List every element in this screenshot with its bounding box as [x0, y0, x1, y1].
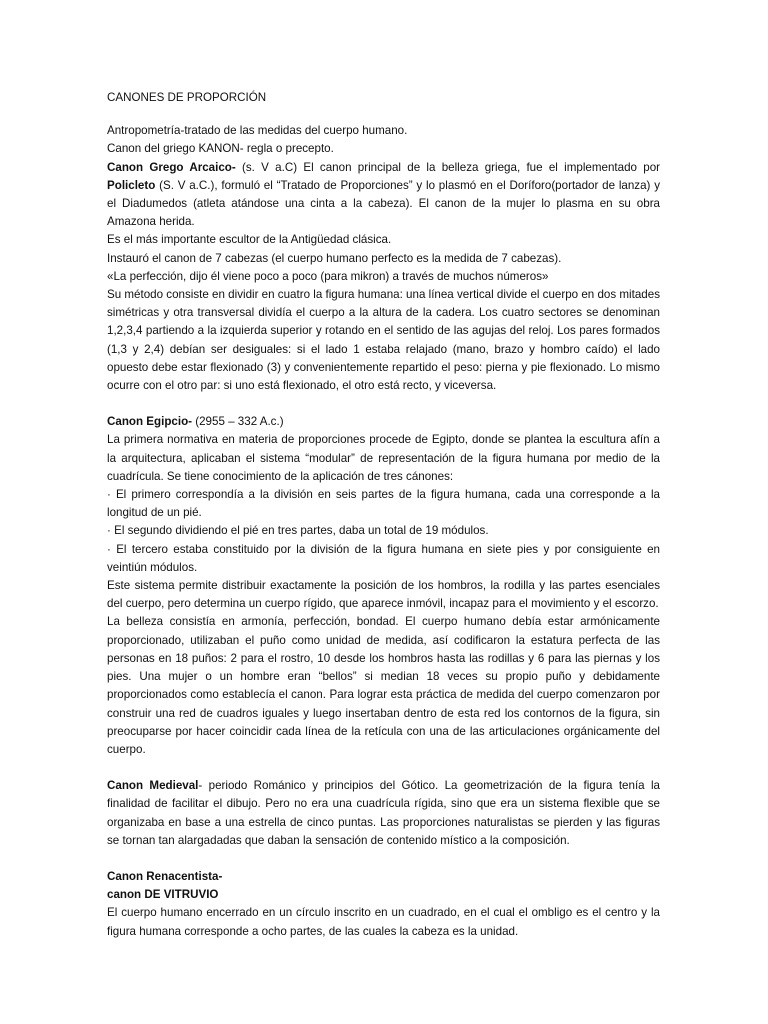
greek-canon-text-1: (s. V a.C) El canon principal de la belleza griega, fue el implementado por: [235, 160, 660, 174]
renaissance-canon-text: El cuerpo humano encerrado en un círculo inscrito en un cuadrado, en el cual el ombligo es el centro y la figura humana corresponde a ocho partes, de las cuales la cabeza es la unidad.: [107, 906, 660, 938]
egypt-canon-bullet-2: · El segundo dividiendo el pié en tres partes, daba un total de 19 módulos.: [107, 524, 489, 538]
greek-canon-paragraph: [107, 159, 660, 232]
egypt-canon-heading: Canon Egipcio-: [107, 415, 193, 429]
greek-canon-heading: Canon Grego Arcaico-: [107, 160, 236, 174]
section-gap: [107, 759, 660, 777]
document-body: [107, 89, 660, 941]
medieval-canon-heading: Canon Medieval: [107, 779, 199, 793]
medieval-canon-text: - periodo Románico y principios del Gótico. La geometrización de la figura tenía la finalidad de facilitar el dibujo. Pero no era una cuadrícula rígida, sino que era un sistema flexible que se organizaba en base a una estrella de cinco puntas. Las proporciones naturalistas se pierden y las figuras se tornan tan alargadadas que daban la sensación de contenido místico a la composición.: [107, 779, 660, 847]
policleto-name: Policleto: [107, 178, 156, 192]
egypt-canon-dates: (2955 – 332 A.c.): [192, 415, 284, 429]
egypt-canon-bullet-1: · El primero correspondía a la división en seis partes de la figura humana, cada una corresponde a la longitud de un pié.: [107, 488, 660, 520]
greek-canon-line-2: Es el más importante escultor de la Antigüedad clásica.: [107, 233, 392, 247]
egypt-canon-paragraph-3: La belleza consistía en armonía, perfección, bondad. El cuerpo humano debía estar armónicamente proporcionado, utilizaban el puño como unidad de medida, así codificaron la estatura perfecta de las personas en 18 puños: 2 para el rostro, 10 desde los hombros hasta las rodillas y 6 para las piernas y los pies. Una mujer o un hombre eran “bellos” si median 18 veces su propio puño y debidamente proporcionados como establecía el canon. Para lograr esta práctica de medida del cuerpo comenzaron por construir una red de cuadros iguales y luego insertaban dentro de esta red los contornos de la figura, sin preocuparse por hacer coincidir cada línea de la retícula con una de las articulaciones orgánicamente del cuerpo.: [107, 615, 660, 756]
intro-line-1: Antropometría-tratado de las medidas del cuerpo humano.: [107, 124, 408, 138]
intro-line-2: Canon del griego KANON- regla o precepto.: [107, 142, 334, 156]
greek-canon-method-paragraph: Su método consiste en dividir en cuatro la figura humana: una línea vertical divide el cuerpo en dos mitades simétricas y otra transversal dividía el cuerpo a la altura de la cadera. Los cuatro sectores se denominan 1,2,3,4 partiendo a la izquierda superior y rotando en el sentido de las agujas del reloj. Los pares formados (1,3 y 2,4) debían ser desiguales: si el lado 1 estaba relajado (mano, brazo y hombro caído) el lado opuesto debe estar flexionado (3) y convenientemente repartido el peso: pierna y pie flexionado. Lo mismo ocurre con el otro par: si uno está flexionado, el otro está recto, y viceversa.: [107, 288, 660, 393]
greek-canon-text-2: (S. V a.C.), formuló el “Tratado de Proporciones” y lo plasmó en el Doríforo(portador de lanza) y el Diadumedos (atleta atándose una cinta a la cabeza). El canon de la mujer lo plasma en su obra Amazona herida.: [107, 178, 660, 229]
egypt-canon-paragraph-1: La primera normativa en materia de proporciones procede de Egipto, donde se plantea la escultura afín a la arquitectura, aplicaban el sistema “modular” de representación de la figura humana por medio de la cuadrícula. Se tiene conocimiento de la aplicación de tres cánones:: [107, 433, 660, 483]
document-title: CANONES DE PROPORCIÓN: [107, 91, 267, 104]
section-gap: [107, 395, 660, 413]
medieval-canon-paragraph: [107, 777, 660, 850]
vitruvio-canon-heading: canon DE VITRUVIO: [107, 888, 219, 902]
section-gap: [107, 850, 660, 868]
renaissance-canon-heading: Canon Renacentista-: [107, 869, 223, 883]
greek-canon-line-3: Instauró el canon de 7 cabezas (el cuerpo humano perfecto es la medida de 7 cabezas).: [107, 251, 562, 265]
greek-canon-quote: «La perfección, dijo él viene poco a poco (para mikron) a través de muchos números»: [107, 269, 549, 283]
egypt-canon-paragraph-2: Este sistema permite distribuir exactamente la posición de los hombros, la rodilla y las partes esenciales del cuerpo, pero determina un cuerpo rígido, que aparece inmóvil, incapaz para el movimiento y el escorzo.: [107, 579, 660, 611]
egypt-canon-bullet-3: · El tercero estaba constituido por la división de la figura humana en siete pies y por consiguiente en veintiún módulos.: [107, 542, 660, 574]
egypt-canon-heading-line: [107, 413, 660, 431]
